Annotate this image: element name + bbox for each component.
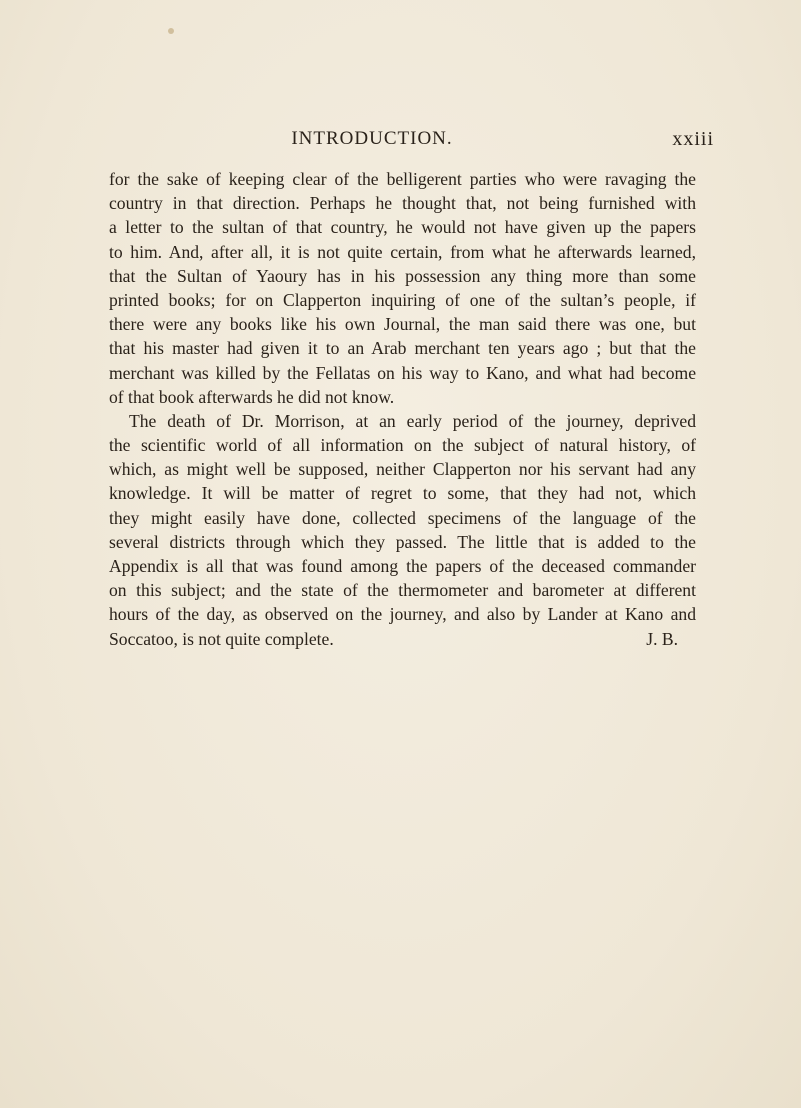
text-line: to him. And, after all, it is not quite certain, from what he afterwards learned, <box>109 241 696 262</box>
page-number: xxiii <box>672 128 714 150</box>
text-line: which, as might well be supposed, neither Clapperton nor his servant had any <box>109 459 696 480</box>
text-line: merchant was killed by the Fellatas on his way to Kano, and what had become <box>109 362 696 383</box>
author-signature: J. B. <box>646 628 678 649</box>
text-line: a letter to the sultan of that country, he would not have given up the papers <box>109 217 696 238</box>
text-line: country in that direction. Perhaps he thought that, not being furnished with <box>109 193 696 214</box>
text-line: printed books; for on Clapperton inquiring of one of the sultan’s people, if <box>109 289 696 310</box>
text-line: there were any books like his own Journal, the man said there was one, but <box>109 314 696 335</box>
text-line: the scientific world of all information on the subject of natural history, of <box>109 435 696 456</box>
text-line: that the Sultan of Yaoury has in his possession any thing more than some <box>109 265 696 286</box>
text-line: Soccatoo, is not quite complete. <box>109 628 334 649</box>
page-header <box>0 124 801 154</box>
text-line: several districts through which they passed. The little that is added to the <box>109 531 696 552</box>
paragraph-2 <box>109 409 696 651</box>
text-line: on this subject; and the state of the thermometer and barometer at different <box>109 580 696 601</box>
text-line: of that book afterwards he did not know. <box>109 386 395 407</box>
text-line: hours of the day, as observed on the journey, and also by Lander at Kano and <box>109 604 696 625</box>
text-line: knowledge. It will be matter of regret to some, that they had not, which <box>109 483 696 504</box>
text-line: The death of Dr. Morrison, at an early period of the journey, deprived <box>129 410 696 431</box>
running-title: INTRODUCTION. <box>291 128 453 149</box>
body-text <box>109 167 696 651</box>
text-line: that his master had given it to an Arab merchant ten years ago ; but that the <box>109 338 696 359</box>
text-line: for the sake of keeping clear of the belligerent parties who were ravaging the <box>109 169 696 189</box>
closing-line <box>109 627 696 651</box>
paragraph-1 <box>109 167 696 409</box>
text-line: they might easily have done, collected specimens of the language of the <box>109 507 696 528</box>
ink-spot <box>168 28 174 34</box>
text-line: Appendix is all that was found among the papers of the deceased commander <box>109 556 696 576</box>
